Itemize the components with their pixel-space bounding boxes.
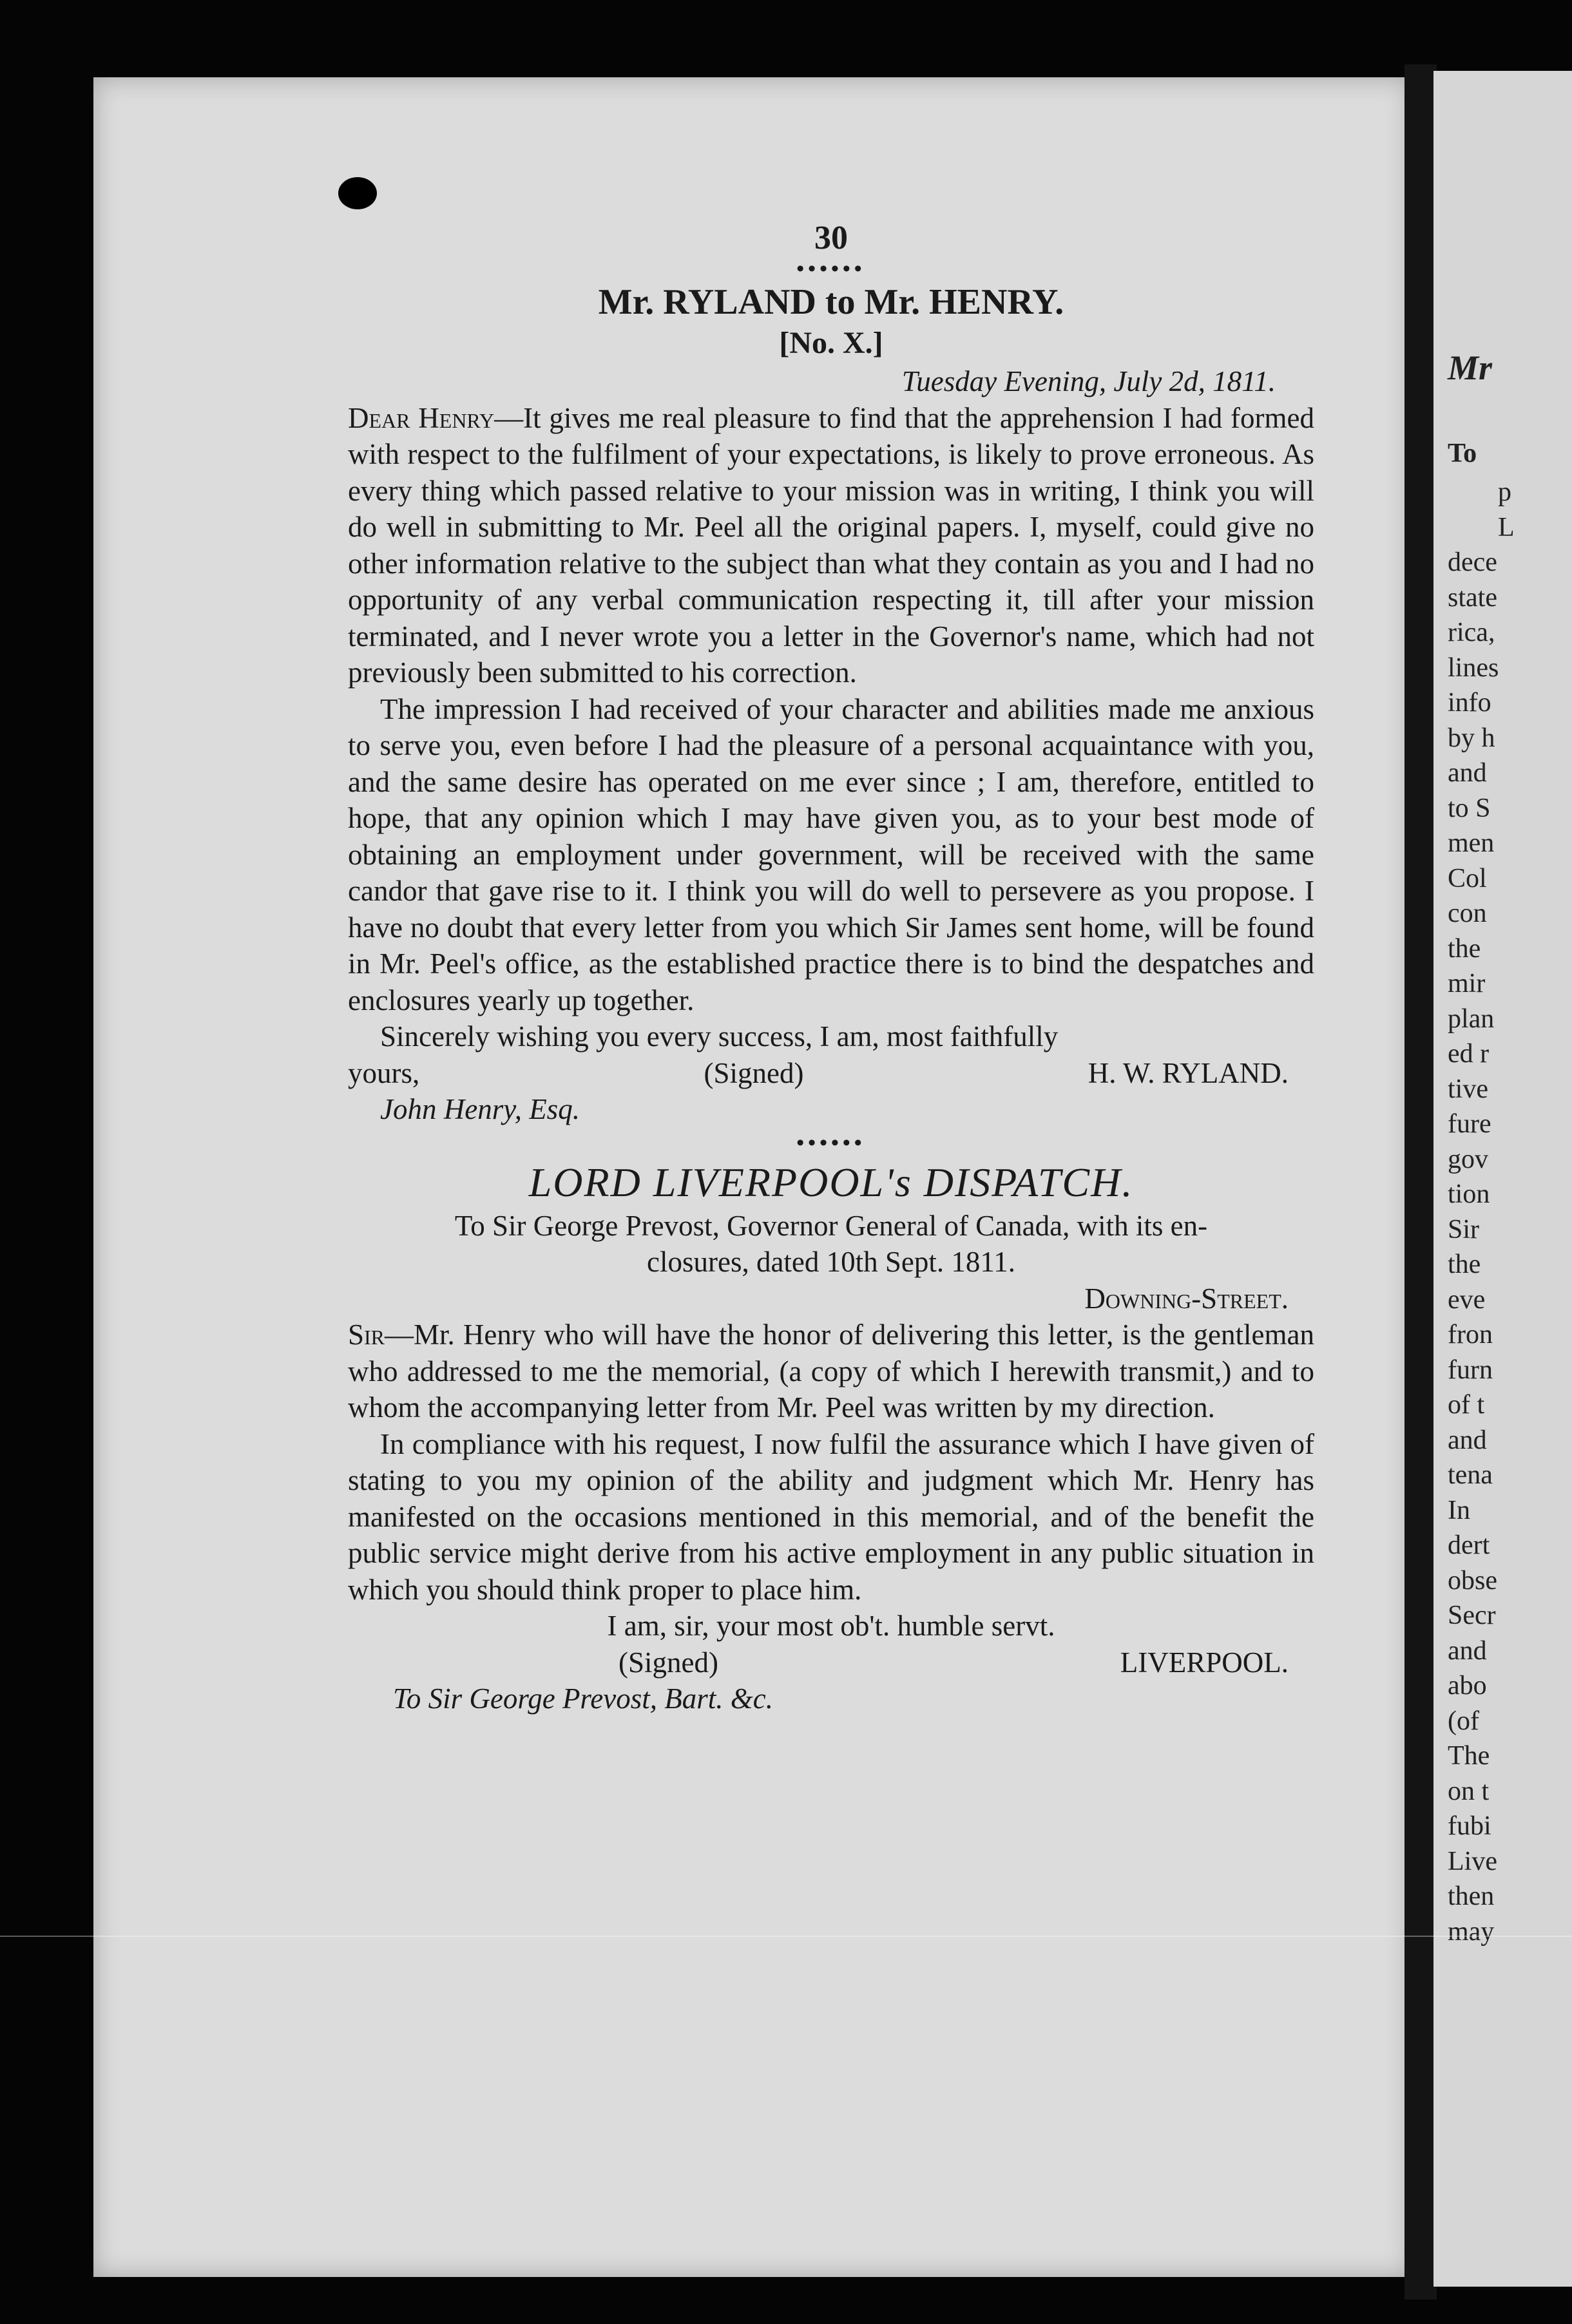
facing-page-line: obse — [1448, 1565, 1497, 1595]
facing-page-line: dece — [1448, 548, 1497, 577]
dispatch-subtitle-1: To Sir George Prevost, Governor General of Canada, with its en- — [454, 1209, 1208, 1242]
facing-page-line: fubi — [1448, 1811, 1491, 1841]
facing-page-line: L — [1498, 512, 1515, 542]
scan-artifact-line — [0, 1936, 1572, 1937]
facing-page-line: Col — [1448, 863, 1487, 893]
letter1-heading: Mr. RYLAND to Mr. HENRY. — [598, 282, 1064, 322]
letter1-dateline: Tuesday Evening, July 2d, 1811. — [901, 365, 1276, 397]
dispatch-place: Downing-Street. — [1084, 1282, 1289, 1315]
letter2-signed: (Signed) — [618, 1646, 718, 1679]
facing-page-line: dert — [1448, 1530, 1490, 1560]
letter2-salutation: Sir — [348, 1319, 385, 1351]
facing-page-line: state — [1448, 582, 1497, 613]
facing-page-line: the — [1448, 1250, 1481, 1279]
facing-page-line: In — [1448, 1495, 1470, 1525]
facing-page-line: Live — [1448, 1846, 1497, 1876]
facing-page-line: then — [1448, 1881, 1495, 1911]
facing-page-line: plan — [1448, 1004, 1495, 1034]
facing-page-line: gov — [1448, 1144, 1488, 1174]
letter1-closing: Sincerely wishing you every success, I am, most faithfully — [380, 1020, 1059, 1052]
facing-page-line: con — [1448, 899, 1487, 928]
facing-page-line: Sir — [1448, 1214, 1480, 1244]
facing-page-line: may — [1448, 1916, 1495, 1947]
separator-dots-2: •••••• — [796, 1130, 866, 1155]
ink-blot — [338, 177, 377, 209]
facing-page-line: lines — [1448, 652, 1499, 683]
facing-page-line: to S — [1448, 793, 1491, 823]
letter2-addressee: To Sir George Prevost, Bart. &c. — [393, 1682, 773, 1715]
facing-page-line: by h — [1448, 723, 1495, 753]
facing-page-line: the — [1448, 933, 1481, 964]
letter2-closing: I am, sir, your most ob't. humble servt. — [607, 1610, 1055, 1642]
facing-page-line: tive — [1448, 1074, 1488, 1104]
facing-page-line: To — [1448, 439, 1477, 468]
facing-page-line: tion — [1448, 1179, 1490, 1209]
facing-page-line: (of — [1448, 1706, 1479, 1736]
facing-page-line: rica, — [1448, 618, 1495, 647]
letter1-number: [No. X.] — [779, 326, 883, 360]
page-text — [348, 219, 1314, 1717]
letter2-paragraph-1 — [348, 1317, 1314, 1426]
facing-page-line: fron — [1448, 1320, 1493, 1349]
letter1-signed: (Signed) — [704, 1056, 804, 1089]
facing-page-line: abo — [1448, 1671, 1487, 1700]
facing-page-line: on t — [1448, 1776, 1490, 1806]
letter1-paragraph-2: The impression I had received of your character and abilities made me anxious to serve you, even before I had the pleasure of a personal acquaintance with you, and the same desire has operated on me ever since ; I am, therefore, entitled to hope, that any opinion which I may have given you, as to your best mode of obtaining an employment under government, will be received with the same candor that gave rise to it. I think you will do well to persevere as you propose. I have no doubt that every letter from you which Sir James sent home, will be found in Mr. Peel's office, as the established practice there is to bind the despatches and enclosures yearly up together. — [348, 692, 1314, 1016]
facing-page-line: fure — [1448, 1109, 1491, 1139]
letter2-signature: LIVERPOOL. — [1120, 1646, 1289, 1679]
facing-page-line: p — [1498, 477, 1511, 507]
facing-page-line: info — [1448, 688, 1491, 718]
book-gutter — [1404, 64, 1437, 2300]
dispatch-subtitle-2: closures, dated 10th Sept. 1811. — [647, 1246, 1015, 1278]
facing-page-line: men — [1448, 828, 1495, 858]
facing-page-line: The — [1448, 1741, 1490, 1771]
facing-page-line: Mr — [1448, 348, 1493, 387]
facing-page-line: of t — [1448, 1390, 1485, 1420]
letter2-paragraph-2: In compliance with his request, I now fulfil the assurance which I have given of stating to you my opinion of the ability and judgment which Mr. Henry has manifested on the occasions mentioned in this memorial, and of the benefit the public service might derive from his active employment in any public situation in which you should think proper to place him. — [348, 1427, 1314, 1606]
facing-page-line: mir — [1448, 969, 1486, 998]
facing-page-line: tena — [1448, 1460, 1493, 1490]
facing-page-fragment — [1433, 71, 1572, 2287]
facing-page-line: and — [1448, 758, 1487, 788]
letter1-paragraph-1 — [348, 400, 1314, 691]
facing-page-line: furn — [1448, 1355, 1493, 1385]
letter1-body-1: —It gives me real pleasure to find that the apprehension I had formed with respect to the fulfilment of your expectations, is likely to prove erroneous. As every thing which passed relative to your mission was in writing, I think you will do well in submitting to Mr. Peel all the original papers. I, myself, could give no other information relative to the subject than what they contain as you and I had no opportunity of any verbal communication respecting it, till after your mission terminated, and I never wrote you a letter in the Governor's name, which had not previously been submitted to his correction. — [348, 401, 1315, 689]
letter1-signature: H. W. RYLAND. — [1088, 1056, 1289, 1089]
letter2-signature-row — [348, 1644, 1314, 1681]
letter1-salutation: Dear Henry — [348, 401, 495, 434]
letter1-addressee: John Henry, Esq. — [380, 1093, 580, 1125]
facing-page-line: and — [1448, 1635, 1487, 1666]
page-number: 30 — [814, 220, 848, 256]
letter1-signature-row — [348, 1055, 1314, 1092]
facing-page-line: Secr — [1448, 1601, 1496, 1630]
separator-dots: •••••• — [796, 257, 866, 281]
letter1-yours: yours, — [348, 1056, 420, 1089]
facing-page-line: eve — [1448, 1284, 1486, 1315]
facing-page-line: and — [1448, 1425, 1487, 1455]
letter2-body-1: —Mr. Henry who will have the honor of delivering this letter, is the gentleman who addressed to me the memorial, (a copy of which I herewith transmit,) and to whom the accompanying letter from Mr. Peel was written by my direction. — [348, 1319, 1314, 1424]
facing-page-line: ed r — [1448, 1039, 1490, 1069]
dispatch-title: LORD LIVERPOOL's DISPATCH. — [528, 1159, 1134, 1205]
